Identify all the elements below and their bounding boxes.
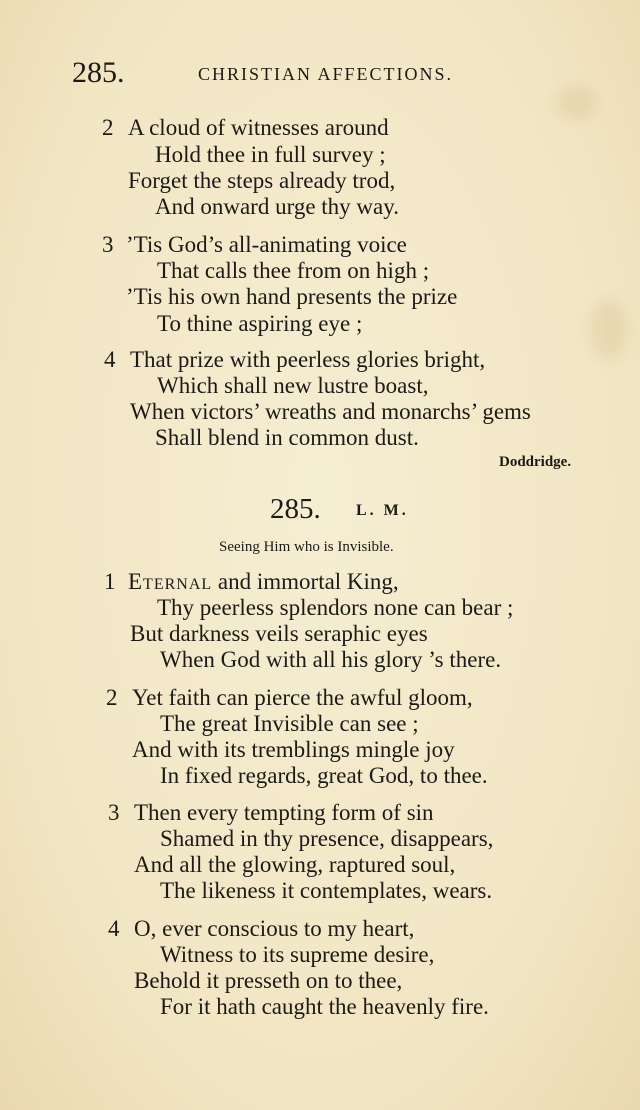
verse-line: And onward urge thy way. <box>155 194 400 219</box>
verse-line <box>128 570 399 593</box>
verse-line: Hold thee in full survey ; <box>155 142 386 167</box>
verse-line: Behold it presseth on to thee, <box>134 968 403 993</box>
running-title: CHRISTIAN AFFECTIONS. <box>198 64 454 84</box>
verse-line: Then every tempting form of sin <box>134 800 434 825</box>
verse-line: To thine aspiring eye ; <box>157 311 363 336</box>
verse-line: Shall blend in common dust. <box>155 425 419 450</box>
author-attribution: Doddridge. <box>499 454 572 470</box>
verse-line: Thy peerless splendors none can bear ; <box>157 595 514 620</box>
verse-line: And all the glowing, raptured soul, <box>134 852 456 877</box>
verse-line: ’Tis God’s all-animating voice <box>126 232 407 257</box>
verse-line: Witness to its supreme desire, <box>160 942 435 967</box>
verse-line: Which shall new lustre boast, <box>157 373 429 398</box>
verse-number: 4 <box>104 347 116 372</box>
verse-line: Shamed in thy presence, disappears, <box>160 826 494 851</box>
verse-line: That calls thee from on high ; <box>157 258 430 283</box>
page-stain <box>556 86 596 120</box>
verse-line: Yet faith can pierce the awful gloom, <box>132 685 473 710</box>
verse-line: The great Invisible can see ; <box>160 711 419 736</box>
page-stain <box>590 300 628 360</box>
verse-line-rest: and immortal King, <box>212 569 399 594</box>
verse-line: A cloud of witnesses around <box>128 115 389 140</box>
hymn-number: 285. <box>270 493 321 525</box>
verse-line: But darkness veils seraphic eyes <box>130 621 428 646</box>
verse-number: 2 <box>106 685 118 710</box>
verse-number: 3 <box>108 800 120 825</box>
verse-line: The likeness it contemplates, wears. <box>160 878 493 903</box>
verse-line: For it hath caught the heavenly fire. <box>160 994 489 1019</box>
verse-number: 4 <box>108 916 120 941</box>
verse-line: Forget the steps already trod, <box>128 168 396 193</box>
verse-line: In fixed regards, great God, to thee. <box>160 763 488 788</box>
verse-number: 1 <box>104 569 116 594</box>
hymn-meter: L. M. <box>356 502 409 519</box>
first-word: Eternal <box>128 569 213 594</box>
verse-number: 2 <box>102 115 114 140</box>
hymn-subtitle: Seeing Him who is Invisible. <box>219 539 394 555</box>
verse-line: When victors’ wreaths and monarchs’ gems <box>130 399 531 424</box>
verse-line: That prize with peerless glories bright, <box>130 347 486 372</box>
verse-number: 3 <box>102 232 114 257</box>
page-number: 285. <box>72 56 125 89</box>
verse-line: When God with all his glory ’s there. <box>160 647 502 672</box>
verse-line: O, ever conscious to my heart, <box>134 916 415 941</box>
verse-line: And with its tremblings mingle joy <box>132 737 455 762</box>
verse-line: ’Tis his own hand presents the prize <box>126 284 458 309</box>
